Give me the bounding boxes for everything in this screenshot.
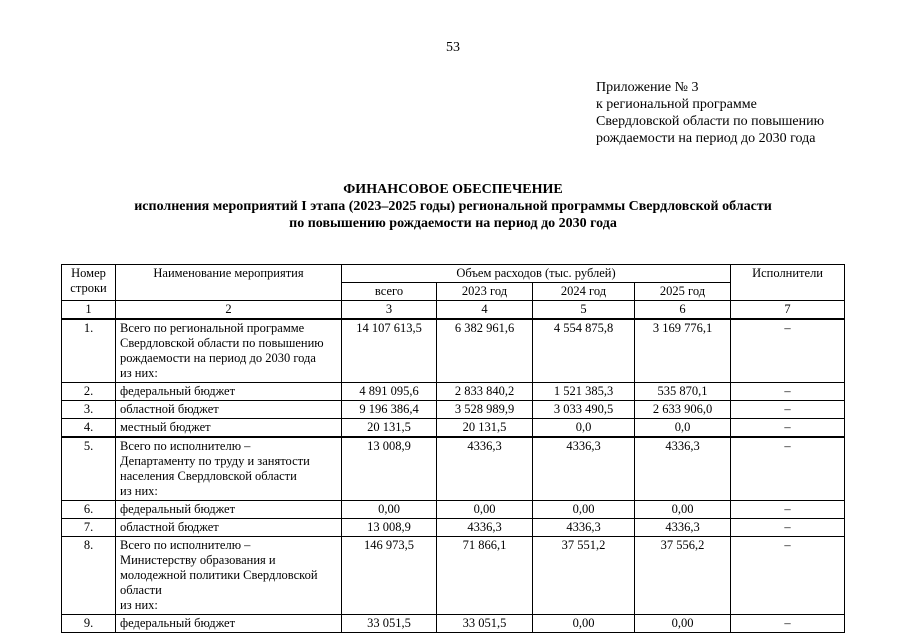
row-name-line: области	[120, 583, 162, 597]
title-line: по повышению рождаемости на период до 2030 года	[289, 216, 617, 231]
value-2025: 2 633 906,0	[635, 401, 731, 419]
row-number: 1.	[62, 319, 116, 383]
value-2025: 0,00	[635, 615, 731, 633]
value-total: 14 107 613,5	[342, 319, 437, 383]
row-name-line: Свердловской области по повышению	[120, 336, 324, 350]
table-row	[62, 615, 845, 633]
appendix-line: Приложение № 3	[596, 80, 699, 95]
value-2024: 37 551,2	[533, 537, 635, 615]
value-total: 33 051,5	[342, 615, 437, 633]
value-total: 146 973,5	[342, 537, 437, 615]
row-number: 9.	[62, 615, 116, 633]
col-number: 2	[116, 301, 342, 320]
table-row	[62, 519, 845, 537]
row-number: 2.	[62, 383, 116, 401]
appendix-note	[596, 79, 824, 147]
executor: –	[731, 383, 845, 401]
row-name	[116, 437, 342, 501]
row-name-line: Всего по региональной программе	[120, 321, 305, 335]
row-name-line: молодежной политики Свердловской	[120, 568, 318, 582]
executor: –	[731, 537, 845, 615]
value-2023: 6 382 961,6	[437, 319, 533, 383]
col-number: 5	[533, 301, 635, 320]
value-2024: 1 521 385,3	[533, 383, 635, 401]
row-name	[116, 519, 342, 537]
row-name	[116, 501, 342, 519]
appendix-line: к региональной программе	[596, 97, 757, 112]
value-2024: 0,0	[533, 419, 635, 438]
executor: –	[731, 615, 845, 633]
header-executors: Исполнители	[731, 265, 845, 301]
row-name-line: Всего по исполнителю –	[120, 439, 251, 453]
value-2024: 0,00	[533, 615, 635, 633]
row-name-line: Министерству образования и	[120, 553, 276, 567]
row-name-line: местный бюджет	[120, 420, 211, 434]
header-name: Наименование мероприятия	[116, 265, 342, 301]
row-name-line: федеральный бюджет	[120, 502, 236, 516]
appendix-line: рождаемости на период до 2030 года	[596, 131, 816, 146]
appendix-line: Свердловской области по повышению	[596, 114, 825, 129]
value-2025: 0,00	[635, 501, 731, 519]
row-name-line: областной бюджет	[120, 520, 219, 534]
executor: –	[731, 401, 845, 419]
header-2023: 2023 год	[437, 283, 533, 301]
row-name-line: рождаемости на период до 2030 года	[120, 351, 316, 365]
table-row	[62, 501, 845, 519]
row-name-line: из них:	[120, 484, 158, 498]
value-2023: 71 866,1	[437, 537, 533, 615]
col-number: 7	[731, 301, 845, 320]
table-row	[62, 437, 845, 501]
value-2025: 3 169 776,1	[635, 319, 731, 383]
value-total: 13 008,9	[342, 437, 437, 501]
row-number: 7.	[62, 519, 116, 537]
row-name	[116, 615, 342, 633]
executor: –	[731, 419, 845, 438]
header-2025: 2025 год	[635, 283, 731, 301]
executor: –	[731, 501, 845, 519]
row-name-line: областной бюджет	[120, 402, 219, 416]
header-expenses: Объем расходов (тыс. рублей)	[342, 265, 731, 283]
value-2024: 0,00	[533, 501, 635, 519]
value-2024: 4 554 875,8	[533, 319, 635, 383]
table-row	[62, 419, 845, 438]
table-row	[62, 319, 845, 383]
value-2025: 37 556,2	[635, 537, 731, 615]
title-line: исполнения мероприятий I этапа (2023–2025 годы) региональной программы Свердловской области	[134, 199, 772, 214]
value-total: 0,00	[342, 501, 437, 519]
value-2023: 20 131,5	[437, 419, 533, 438]
header-2024: 2024 год	[533, 283, 635, 301]
value-2025: 4336,3	[635, 437, 731, 501]
col-number: 4	[437, 301, 533, 320]
row-number: 6.	[62, 501, 116, 519]
title-line: ФИНАНСОВОЕ ОБЕСПЕЧЕНИЕ	[343, 182, 563, 197]
value-total: 4 891 095,6	[342, 383, 437, 401]
row-name	[116, 401, 342, 419]
row-name	[116, 383, 342, 401]
executor: –	[731, 519, 845, 537]
executor: –	[731, 437, 845, 501]
value-2023: 2 833 840,2	[437, 383, 533, 401]
value-total: 13 008,9	[342, 519, 437, 537]
row-number: 4.	[62, 419, 116, 438]
row-name-line: федеральный бюджет	[120, 384, 236, 398]
value-2023: 4336,3	[437, 519, 533, 537]
value-2024: 3 033 490,5	[533, 401, 635, 419]
row-name	[116, 537, 342, 615]
row-number: 3.	[62, 401, 116, 419]
value-2024: 4336,3	[533, 519, 635, 537]
value-2023: 3 528 989,9	[437, 401, 533, 419]
value-2023: 33 051,5	[437, 615, 533, 633]
value-2024: 4336,3	[533, 437, 635, 501]
value-2025: 535 870,1	[635, 383, 731, 401]
value-2025: 4336,3	[635, 519, 731, 537]
executor: –	[731, 319, 845, 383]
row-name-line: из них:	[120, 598, 158, 612]
page-number: 53	[446, 40, 460, 55]
header-total: всего	[342, 283, 437, 301]
header-row-number: Номер строки	[62, 265, 116, 301]
document-title	[0, 181, 906, 232]
value-2025: 0,0	[635, 419, 731, 438]
row-number: 8.	[62, 537, 116, 615]
col-number: 3	[342, 301, 437, 320]
col-number: 1	[62, 301, 116, 320]
row-name	[116, 319, 342, 383]
row-name-line: из них:	[120, 366, 158, 380]
row-name-line: федеральный бюджет	[120, 616, 236, 630]
value-2023: 4336,3	[437, 437, 533, 501]
value-total: 20 131,5	[342, 419, 437, 438]
table-row	[62, 401, 845, 419]
row-name-line: населения Свердловской области	[120, 469, 297, 483]
value-2023: 0,00	[437, 501, 533, 519]
row-name-line: Департаменту по труду и занятости	[120, 454, 310, 468]
table-row	[62, 383, 845, 401]
col-number: 6	[635, 301, 731, 320]
row-name-line: Всего по исполнителю –	[120, 538, 251, 552]
value-total: 9 196 386,4	[342, 401, 437, 419]
table-row	[62, 537, 845, 615]
row-name	[116, 419, 342, 438]
row-number: 5.	[62, 437, 116, 501]
financing-table	[61, 264, 845, 633]
